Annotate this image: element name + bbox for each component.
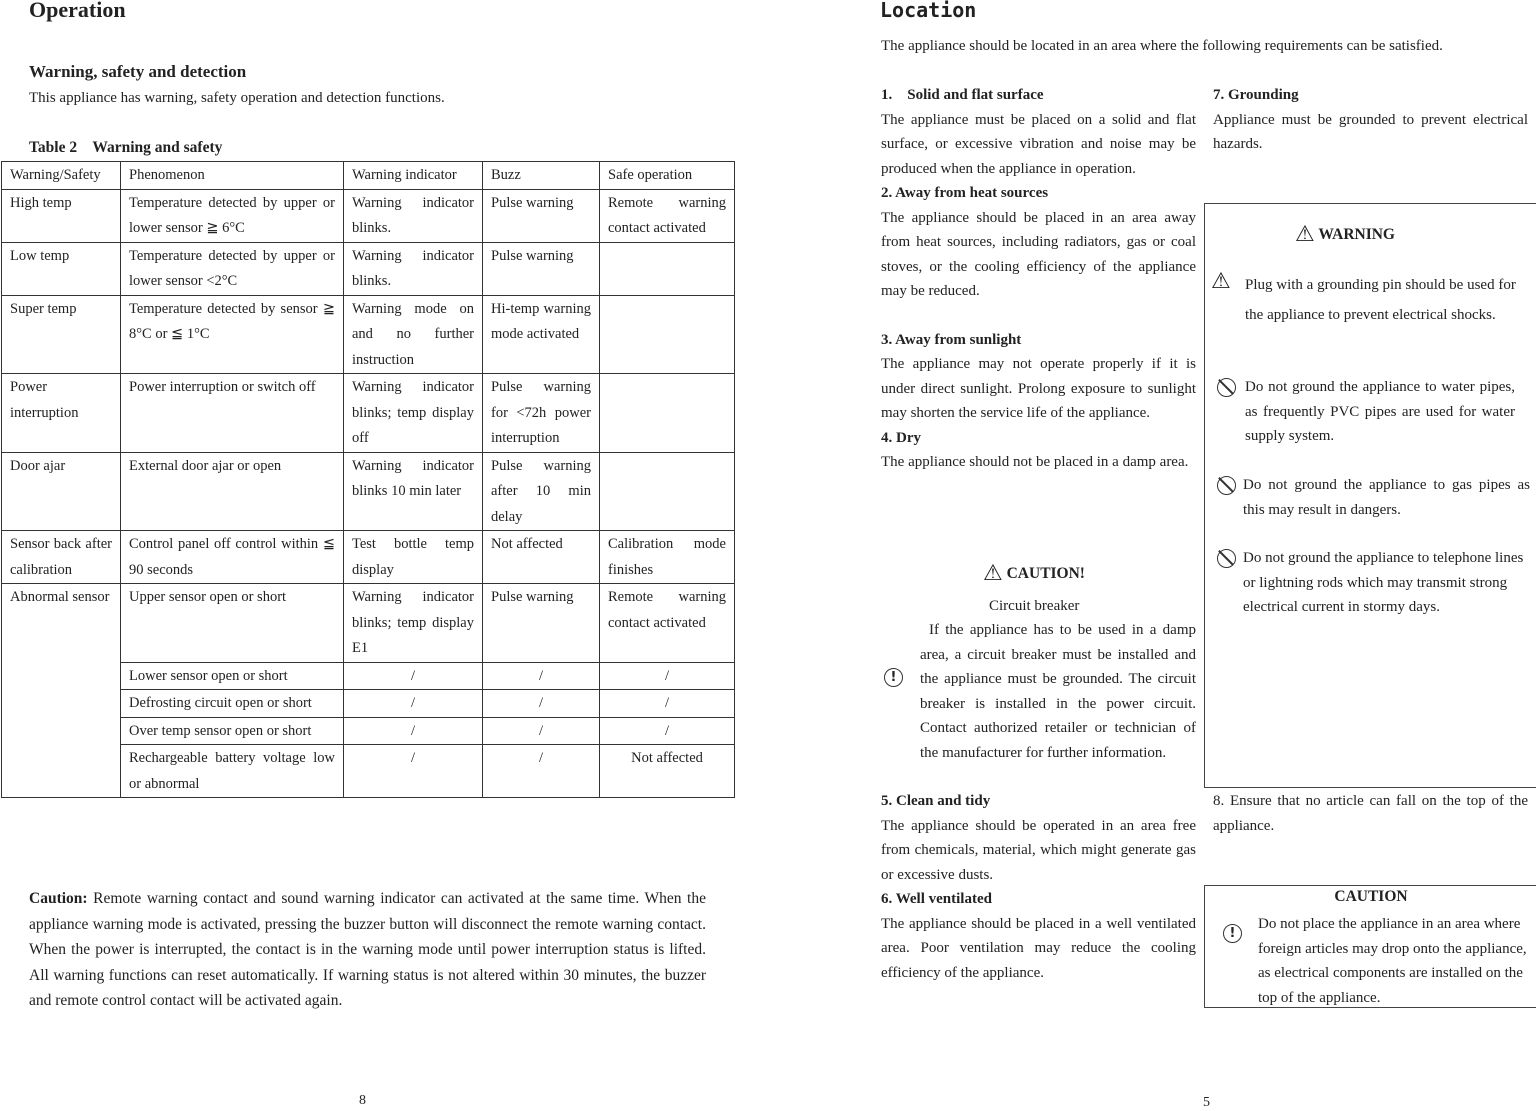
table-cell: /: [483, 690, 600, 718]
table-cell: Pulse warning: [483, 189, 600, 242]
table-cell: Rechargeable battery voltage low or abnormal: [121, 745, 344, 798]
table-header-cell: Warning/Safety: [2, 162, 121, 190]
table-cell: Calibration mode finishes: [600, 531, 735, 584]
table-row: [2, 295, 735, 374]
table-cell: Warning indicator blinks 10 min later: [344, 452, 483, 531]
left-page-title: Operation: [29, 0, 126, 22]
prohibited-icon: [1217, 476, 1236, 504]
table-cell: [600, 452, 735, 531]
table-row: [2, 189, 735, 242]
table-cell: Power interruption: [2, 374, 121, 453]
location-item-8: 8. Ensure that no article can fall on the top of the appliance.: [1213, 793, 1528, 834]
table-cell: Warning indicator blinks.: [344, 242, 483, 295]
table-cell: /: [483, 662, 600, 690]
table-cell: Over temp sensor open or short: [121, 717, 344, 745]
table-cell: Control panel off control within ≦ 90 seconds: [121, 531, 344, 584]
caution-circuit-title-text: CAUTION!: [1006, 565, 1085, 582]
table-cell: /: [344, 717, 483, 745]
item-heading: 1. Solid and flat surface: [881, 87, 1044, 103]
location-column-left: [881, 83, 1196, 475]
item-heading: 7. Grounding: [1213, 87, 1299, 103]
item-heading: 5. Clean and tidy: [881, 793, 991, 809]
caution-box: [1204, 885, 1536, 1008]
prohibited-icon: [1217, 378, 1236, 406]
table-cell: Warning indicator blinks; temp display E1: [344, 584, 483, 663]
table-cell: External door ajar or open: [121, 452, 344, 531]
item-text: The appliance should be placed in an area away from heat sources, including radiators, gas or coal stoves, or the cooling efficiency of the appliance may be reduced.: [881, 209, 1196, 299]
item-text: The appliance must be placed on a solid and flat surface, or excessive vibration and noise may be produced when the appliance in operation.: [881, 111, 1196, 177]
warning-title-text: WARNING: [1318, 226, 1395, 243]
table-cell: Remote warning contact activated: [600, 189, 735, 242]
warning-item: [1245, 270, 1525, 330]
table-cell: /: [483, 717, 600, 745]
table-cell: High temp: [2, 189, 121, 242]
right-page-number: 5: [1203, 1095, 1210, 1110]
table-cell: Not affected: [483, 531, 600, 584]
table-cell: Door ajar: [2, 452, 121, 531]
table-cell: Upper sensor open or short: [121, 584, 344, 663]
caution-paragraph: [29, 886, 706, 1014]
table-cell: Not affected: [600, 745, 735, 798]
location-intro: The appliance should be located in an area where the following requirements can be satisfied.: [881, 38, 1443, 54]
table-cell: /: [344, 662, 483, 690]
table-cell: Defrosting circuit open or short: [121, 690, 344, 718]
item-heading: 2. Away from heat sources: [881, 185, 1049, 201]
table-header-row: [2, 162, 735, 190]
table-cell: Warning mode on and no further instruction: [344, 295, 483, 374]
warning-item-text: Plug with a grounding pin should be used for the appliance to prevent electrical shocks.: [1245, 277, 1516, 323]
table-header-cell: Warning indicator: [344, 162, 483, 190]
table-cell: Hi-temp warning mode activated: [483, 295, 600, 374]
table-cell: Pulse warning: [483, 584, 600, 663]
exclamation-circle-icon: !: [1223, 924, 1242, 943]
table-caption: Table 2 Warning and safety: [29, 139, 223, 156]
table-cell: Temperature detected by upper or lower sensor ≧ 6°C: [121, 189, 344, 242]
table-cell: Pulse warning: [483, 242, 600, 295]
table-row: [2, 242, 735, 295]
table-header-cell: Safe operation: [600, 162, 735, 190]
caution-box-text: Do not place the appliance in an area where foreign articles may drop onto the appliance, as electrical components are installed on the top of the appliance.: [1258, 916, 1527, 1006]
caution-label: Caution:: [29, 890, 88, 907]
item-text: The appliance should be placed in a well ventilated area. Poor ventilation may reduce the cooling efficiency of the appliance.: [881, 915, 1196, 981]
location-column-left-lower: [881, 789, 1196, 985]
section-title: Warning, safety and detection: [29, 62, 247, 81]
item-heading: 3. Away from sunlight: [881, 331, 1022, 348]
table-header-cell: Phenomenon: [121, 162, 344, 190]
item-text: The appliance may not operate properly if it is under direct sunlight. Prolong exposure to sunlight may shorten the service life of the appliance.: [881, 356, 1196, 421]
warning-triangle-icon: ⚠: [1295, 222, 1315, 247]
warning-title: [1295, 222, 1395, 247]
table-cell-abnormal-sensor: Abnormal sensor: [2, 584, 121, 798]
table-cell: /: [600, 717, 735, 745]
table-cell: Power interruption or switch off: [121, 374, 344, 453]
table-cell: Warning indicator blinks; temp display off: [344, 374, 483, 453]
table-cell: Pulse warning after 10 min delay: [483, 452, 600, 531]
table-cell: /: [600, 690, 735, 718]
table-cell: [600, 374, 735, 453]
item-heading: 6. Well ventilated: [881, 891, 992, 907]
table-header-cell: Buzz: [483, 162, 600, 190]
location-column-right: [1213, 83, 1528, 157]
table-cell: Temperature detected by sensor ≧ 8°C or ≦ 1°C: [121, 295, 344, 374]
table-cell: Pulse warning for <72h power interruption: [483, 374, 600, 453]
table-cell: Temperature detected by upper or lower sensor <2°C: [121, 242, 344, 295]
item-heading: 4. Dry: [881, 429, 921, 446]
table-cell: Sensor back after calibration: [2, 531, 121, 584]
caution-circuit-text: If the appliance has to be used in a damp area, a circuit breaker must be installed and the appliance must be grounded. The circuit breaker is installed in the power circuit. Contact authorized retailer or technician of the manufacturer for further information.: [920, 622, 1196, 761]
table-row: [2, 584, 735, 663]
table-cell: /: [483, 745, 600, 798]
item-text: The appliance should not be placed in a damp area.: [881, 454, 1189, 470]
warning-item: Do not ground the appliance to gas pipes as this may result in dangers.: [1243, 477, 1530, 518]
table-cell: Low temp: [2, 242, 121, 295]
item-text: The appliance should be operated in an area free from chemicals, material, which might generate gas or excessive dusts.: [881, 817, 1196, 883]
caution-text: Remote warning contact and sound warning indicator can activated at the same time. When the appliance warning mode is activated, pressing the buzzer button will disconnect the remote warning contact. When the power is interrupted, the contact is in the warning mode until power interruption status is lifted. All warning functions can reset automatically. If warning status is not altered within 30 minutes, the buzzer and remote control contact will be activated again.: [29, 890, 706, 1009]
left-page-number: 8: [359, 1093, 366, 1108]
section-intro: This appliance has warning, safety operation and detection functions.: [29, 90, 445, 106]
caution-circuit-subtitle: Circuit breaker: [989, 598, 1080, 614]
table-row: [2, 452, 735, 531]
warning-item: Do not ground the appliance to water pipes, as frequently PVC pipes are used for water supply system.: [1245, 379, 1515, 444]
item-text: Appliance must be grounded to prevent electrical hazards.: [1213, 111, 1528, 152]
table-row: [2, 531, 735, 584]
warning-safety-table: [1, 161, 735, 798]
table-cell: Super temp: [2, 295, 121, 374]
caution-box-title: CAUTION: [1334, 888, 1408, 905]
table-row: [2, 374, 735, 453]
table-cell: Test bottle temp display: [344, 531, 483, 584]
warning-box: [1204, 203, 1536, 788]
table-cell: /: [600, 662, 735, 690]
table-cell: Warning indicator blinks.: [344, 189, 483, 242]
table-cell: [600, 295, 735, 374]
table-cell: Remote warning contact activated: [600, 584, 735, 663]
warning-item-icon: [1211, 270, 1231, 297]
table-cell: Lower sensor open or short: [121, 662, 344, 690]
exclamation-circle-icon: !: [884, 668, 903, 687]
table-cell: /: [344, 690, 483, 718]
prohibited-icon: [1217, 549, 1236, 577]
table-cell: [600, 242, 735, 295]
right-page-title: Location: [880, 0, 977, 22]
warning-item: Do not ground the appliance to telephone lines or lightning rods which may transmit strong electrical current in stormy days.: [1243, 550, 1524, 615]
caution-circuit-title: [983, 561, 1085, 586]
warning-triangle-icon: ⚠: [1211, 269, 1231, 294]
warning-triangle-icon: ⚠: [983, 561, 1003, 586]
table-cell: /: [344, 745, 483, 798]
